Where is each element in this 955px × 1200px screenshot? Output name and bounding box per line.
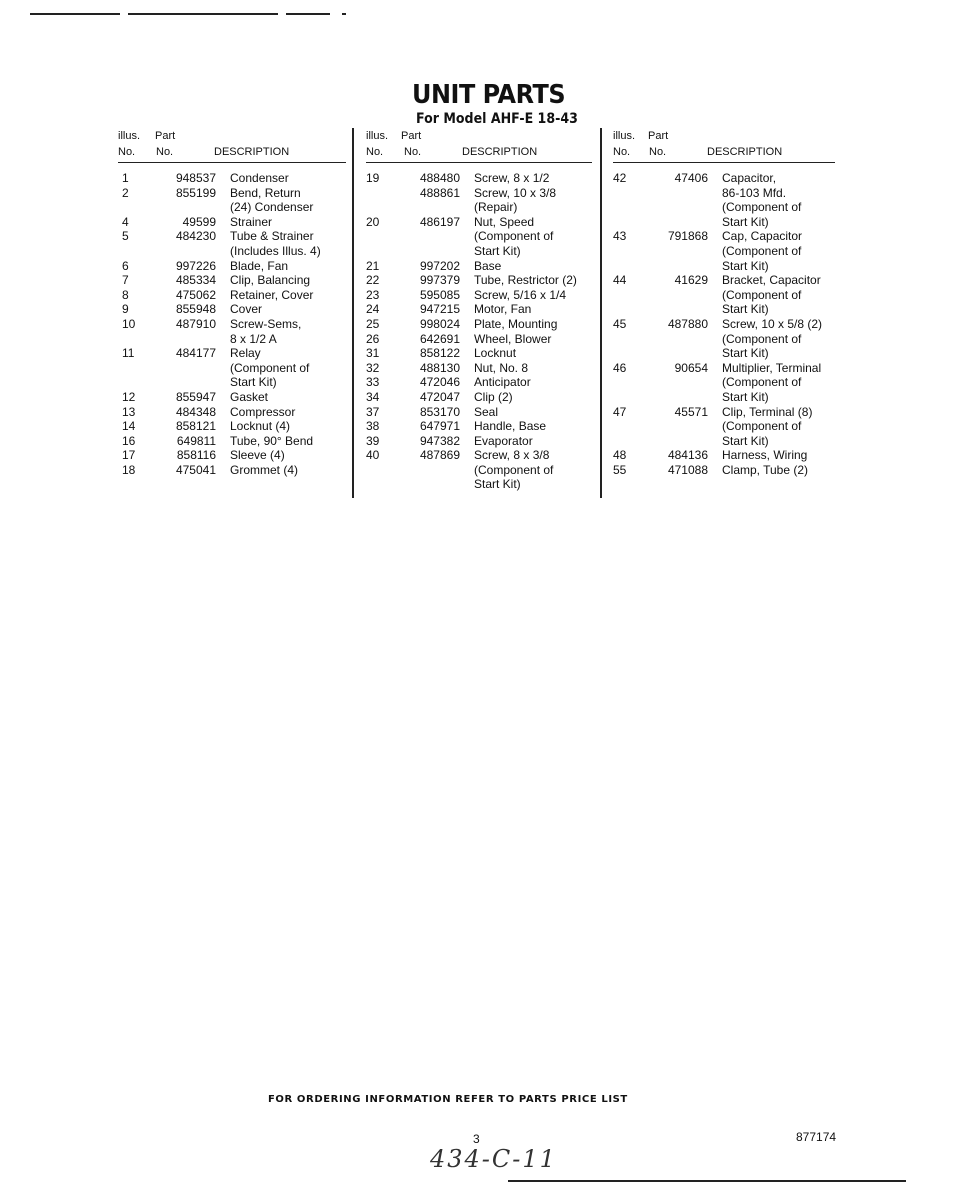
illus-number: 31 <box>366 346 380 361</box>
parts-row <box>613 390 835 405</box>
illus-number: 45 <box>613 316 627 331</box>
parts-row <box>613 244 835 259</box>
part-description: Tube & Strainer <box>230 229 314 244</box>
part-number: 475041 <box>175 462 216 477</box>
part-description: Start Kit) <box>230 375 277 390</box>
parts-row <box>613 346 835 361</box>
part-description: Start Kit) <box>722 346 769 361</box>
part-description: Screw, 8 x 3/8 <box>474 448 550 463</box>
illus-number: 13 <box>122 404 136 419</box>
part-number: 471088 <box>667 462 708 477</box>
illus-number: 24 <box>366 302 380 317</box>
part-description: Multiplier, Terminal <box>722 360 822 375</box>
part-description: Condenser <box>230 171 289 185</box>
header-illus-no: No. <box>366 146 384 158</box>
part-description: (Component of <box>722 200 802 215</box>
part-number: 647971 <box>419 419 460 434</box>
part-description: Sleeve (4) <box>230 448 285 463</box>
part-number: 47406 <box>674 171 708 185</box>
part-description: Clip (2) <box>474 389 513 404</box>
part-description: Screw, 10 x 5/8 (2) <box>722 316 823 331</box>
part-description: (Component of <box>722 287 802 302</box>
parts-row <box>118 273 346 288</box>
part-description: Seal <box>474 404 499 419</box>
illus-number: 16 <box>122 433 136 448</box>
illus-number: 23 <box>366 287 380 302</box>
parts-column-1 <box>118 128 346 477</box>
part-number: 858122 <box>419 346 460 361</box>
part-description: 8 x 1/2 A <box>230 331 277 346</box>
illus-number: 47 <box>613 404 627 419</box>
parts-row <box>613 273 835 288</box>
parts-row <box>366 375 592 390</box>
parts-row <box>613 375 835 390</box>
part-number: 642691 <box>419 331 460 346</box>
header-illus-top: illus. <box>118 130 141 142</box>
illus-number: 22 <box>366 273 380 288</box>
parts-row <box>366 171 592 186</box>
part-description: (Repair) <box>474 200 518 215</box>
part-description: Start Kit) <box>722 302 769 317</box>
parts-list <box>118 163 346 477</box>
part-number: 484348 <box>175 404 216 419</box>
part-description: (Component of <box>722 243 802 258</box>
part-description: Wheel, Blower <box>474 331 552 346</box>
part-number: 948537 <box>175 171 216 185</box>
illus-number: 10 <box>122 316 136 331</box>
part-number: 649811 <box>176 433 216 448</box>
parts-row <box>613 332 835 347</box>
header-description: DESCRIPTION <box>214 146 290 158</box>
parts-row <box>118 405 346 420</box>
parts-list <box>366 163 592 492</box>
parts-row <box>366 317 592 332</box>
parts-row <box>118 288 346 303</box>
part-description: Grommet (4) <box>230 462 299 477</box>
part-description: (Component of <box>474 462 554 477</box>
parts-row <box>613 171 835 186</box>
illus-number: 11 <box>122 346 135 361</box>
parts-row <box>118 390 346 405</box>
part-description: Screw-Sems, <box>230 316 302 331</box>
part-description: Base <box>474 258 502 273</box>
page-number: 3 <box>473 1132 480 1146</box>
parts-row <box>366 186 592 201</box>
part-number: 488130 <box>419 360 460 375</box>
illus-number: 1 <box>122 171 129 185</box>
part-number: 947215 <box>419 302 460 317</box>
model-subtitle: For Model AHF-E 18-43 <box>416 111 578 127</box>
part-description: (Component of <box>722 331 802 346</box>
part-number: 855948 <box>175 302 216 317</box>
part-number: 472046 <box>419 375 460 390</box>
page-title: UNIT PARTS <box>412 80 566 110</box>
part-description: Harness, Wiring <box>722 448 808 463</box>
top-rule-segment <box>128 13 278 15</box>
part-description: Clamp, Tube (2) <box>722 462 809 477</box>
part-number: 947382 <box>419 433 460 448</box>
document-number: 877174 <box>796 1130 837 1144</box>
illus-number: 33 <box>366 375 380 390</box>
parts-row <box>613 186 835 201</box>
illus-number: 26 <box>366 331 380 346</box>
illus-number: 34 <box>366 389 380 404</box>
parts-row <box>613 229 835 244</box>
part-description: Anticipator <box>474 375 531 390</box>
parts-row <box>366 259 592 274</box>
parts-row <box>613 434 835 449</box>
part-description: Start Kit) <box>474 477 521 492</box>
parts-row <box>118 186 346 201</box>
part-description: Start Kit) <box>474 243 521 258</box>
illus-number: 37 <box>366 404 380 419</box>
part-number: 855947 <box>175 389 216 404</box>
illus-number: 7 <box>122 273 129 288</box>
parts-row <box>118 229 346 244</box>
parts-row <box>613 288 835 303</box>
part-number: 997226 <box>175 258 216 273</box>
parts-row <box>366 302 592 317</box>
illus-number: 21 <box>366 258 380 273</box>
parts-row <box>118 463 346 478</box>
parts-row <box>118 200 346 215</box>
part-number: 998024 <box>419 316 460 331</box>
part-number: 41629 <box>674 273 708 288</box>
illus-number: 18 <box>122 462 136 477</box>
part-description: Cap, Capacitor <box>722 229 803 244</box>
top-rule-segment <box>286 13 330 15</box>
top-rule-segment <box>30 13 120 15</box>
illus-number: 48 <box>613 448 627 463</box>
illus-number: 19 <box>366 171 380 185</box>
column-header <box>613 128 835 163</box>
parts-row <box>366 463 592 478</box>
part-description: Handle, Base <box>474 419 547 434</box>
parts-row <box>366 346 592 361</box>
part-number: 487910 <box>175 316 216 331</box>
part-description: Retainer, Cover <box>230 287 314 302</box>
part-description: Bracket, Capacitor <box>722 273 821 288</box>
part-number: 90654 <box>674 360 708 375</box>
parts-row <box>118 448 346 463</box>
parts-row <box>118 419 346 434</box>
column-divider <box>352 128 354 498</box>
illus-number: 8 <box>122 287 129 302</box>
illus-number: 44 <box>613 273 627 288</box>
parts-row <box>366 215 592 230</box>
ordering-note: FOR ORDERING INFORMATION REFER TO PARTS PRICE LIST <box>268 1094 628 1105</box>
illus-number: 17 <box>122 448 136 463</box>
part-number: 858116 <box>176 448 216 463</box>
part-description: Motor, Fan <box>474 302 532 317</box>
part-number: 45571 <box>674 404 708 419</box>
part-description: (Component of <box>722 375 802 390</box>
top-rule-segment <box>342 13 346 15</box>
illus-number: 42 <box>613 171 627 185</box>
part-number: 853170 <box>419 404 460 419</box>
parts-row <box>366 244 592 259</box>
illus-number: 43 <box>613 229 627 244</box>
part-number: 486197 <box>419 214 460 229</box>
parts-row <box>366 448 592 463</box>
part-description: Gasket <box>230 389 269 404</box>
illus-number: 5 <box>122 229 129 244</box>
parts-row <box>366 200 592 215</box>
header-part-no: No. <box>649 146 667 158</box>
part-number: 855199 <box>175 185 216 200</box>
illus-number: 4 <box>122 214 129 229</box>
part-number: 488480 <box>419 171 460 185</box>
parts-row <box>613 317 835 332</box>
parts-row <box>118 302 346 317</box>
illus-number: 32 <box>366 360 380 375</box>
illus-number: 40 <box>366 448 380 463</box>
illus-number: 12 <box>122 389 136 404</box>
parts-column-3 <box>613 128 835 477</box>
part-description: Cover <box>230 302 263 317</box>
part-description: (Component of <box>722 419 802 434</box>
part-description: Bend, Return <box>230 185 301 200</box>
parts-row <box>366 288 592 303</box>
part-description: Clip, Terminal (8) <box>722 404 813 419</box>
part-description: Strainer <box>230 214 273 229</box>
illus-number: 39 <box>366 433 380 448</box>
part-number: 484177 <box>175 346 216 361</box>
part-description: Start Kit) <box>722 258 769 273</box>
header-part-top: Part <box>648 130 669 142</box>
parts-row <box>366 434 592 449</box>
part-number: 487869 <box>419 448 460 463</box>
parts-list <box>613 163 835 477</box>
header-part-top: Part <box>401 130 422 142</box>
header-part-no: No. <box>156 146 174 158</box>
part-description: (24) Condenser <box>230 200 314 215</box>
parts-row <box>118 215 346 230</box>
column-divider <box>600 128 602 498</box>
part-description: Nut, No. 8 <box>474 360 529 375</box>
part-number: 791868 <box>667 229 708 244</box>
header-description: DESCRIPTION <box>707 146 783 158</box>
part-description: Evaporator <box>474 433 533 448</box>
parts-row <box>613 361 835 376</box>
part-description: Screw, 8 x 1/2 <box>474 171 550 185</box>
part-description: Blade, Fan <box>230 258 289 273</box>
part-number: 485334 <box>175 273 216 288</box>
part-number: 858121 <box>175 419 216 434</box>
illus-number: 46 <box>613 360 627 375</box>
illus-number: 9 <box>122 302 129 317</box>
part-description: Relay <box>230 346 261 361</box>
part-description: Start Kit) <box>722 214 769 229</box>
part-description: Tube, Restrictor (2) <box>474 273 577 288</box>
part-description: Tube, 90° Bend <box>230 433 314 448</box>
part-description: (Component of <box>474 229 554 244</box>
part-number: 488861 <box>419 185 460 200</box>
parts-row <box>118 346 346 361</box>
header-illus-no: No. <box>613 146 631 158</box>
part-description: Screw, 10 x 3/8 <box>474 185 557 200</box>
header-illus-top: illus. <box>366 130 389 142</box>
parts-row <box>613 405 835 420</box>
part-description: Compressor <box>230 404 296 419</box>
parts-row <box>366 229 592 244</box>
part-description: Locknut <box>474 346 517 361</box>
part-number: 487880 <box>667 316 708 331</box>
parts-row <box>118 434 346 449</box>
header-part-no: No. <box>404 146 422 158</box>
parts-row <box>118 375 346 390</box>
part-number: 475062 <box>175 287 216 302</box>
illus-number: 25 <box>366 316 380 331</box>
parts-row <box>118 332 346 347</box>
parts-row <box>613 419 835 434</box>
illus-number: 20 <box>366 214 380 229</box>
part-description: Clip, Balancing <box>230 273 311 288</box>
part-description: (Includes Illus. 4) <box>230 243 321 258</box>
handwritten-note: 434-C-11 <box>430 1145 557 1173</box>
column-header <box>366 128 592 163</box>
illus-number: 14 <box>122 419 136 434</box>
part-description: (Component of <box>230 360 310 375</box>
header-description: DESCRIPTION <box>462 146 538 158</box>
parts-row <box>613 302 835 317</box>
part-description: Screw, 5/16 x 1/4 <box>474 287 567 302</box>
part-number: 595085 <box>419 287 460 302</box>
parts-row <box>613 448 835 463</box>
illus-number: 38 <box>366 419 380 434</box>
part-description: Nut, Speed <box>474 214 535 229</box>
parts-row <box>118 361 346 376</box>
parts-row <box>366 273 592 288</box>
parts-row <box>366 361 592 376</box>
parts-row <box>613 463 835 478</box>
bottom-rule <box>508 1180 906 1182</box>
part-number: 997202 <box>419 258 460 273</box>
parts-row <box>613 200 835 215</box>
part-number: 49599 <box>182 214 216 229</box>
parts-row <box>118 171 346 186</box>
illus-number: 2 <box>122 185 129 200</box>
part-description: 86-103 Mfd. <box>722 185 787 200</box>
parts-row <box>613 215 835 230</box>
part-description: Start Kit) <box>722 389 769 404</box>
part-number: 997379 <box>419 273 460 288</box>
parts-row <box>118 244 346 259</box>
part-description: Start Kit) <box>722 433 769 448</box>
parts-row <box>366 477 592 492</box>
part-number: 484136 <box>667 448 708 463</box>
parts-row <box>366 405 592 420</box>
parts-row <box>366 390 592 405</box>
illus-number: 55 <box>613 462 627 477</box>
part-description: Plate, Mounting <box>474 316 558 331</box>
parts-row <box>366 419 592 434</box>
header-illus-top: illus. <box>613 130 636 142</box>
parts-row <box>613 259 835 274</box>
header-part-top: Part <box>155 130 176 142</box>
header-illus-no: No. <box>118 146 136 158</box>
illus-number: 6 <box>122 258 129 273</box>
parts-row <box>118 317 346 332</box>
part-description: Locknut (4) <box>230 419 291 434</box>
part-number: 472047 <box>419 389 460 404</box>
parts-row <box>118 259 346 274</box>
parts-row <box>366 332 592 347</box>
part-number: 484230 <box>175 229 216 244</box>
parts-column-2 <box>366 128 592 492</box>
part-description: Capacitor, <box>722 171 777 185</box>
column-header <box>118 128 346 163</box>
